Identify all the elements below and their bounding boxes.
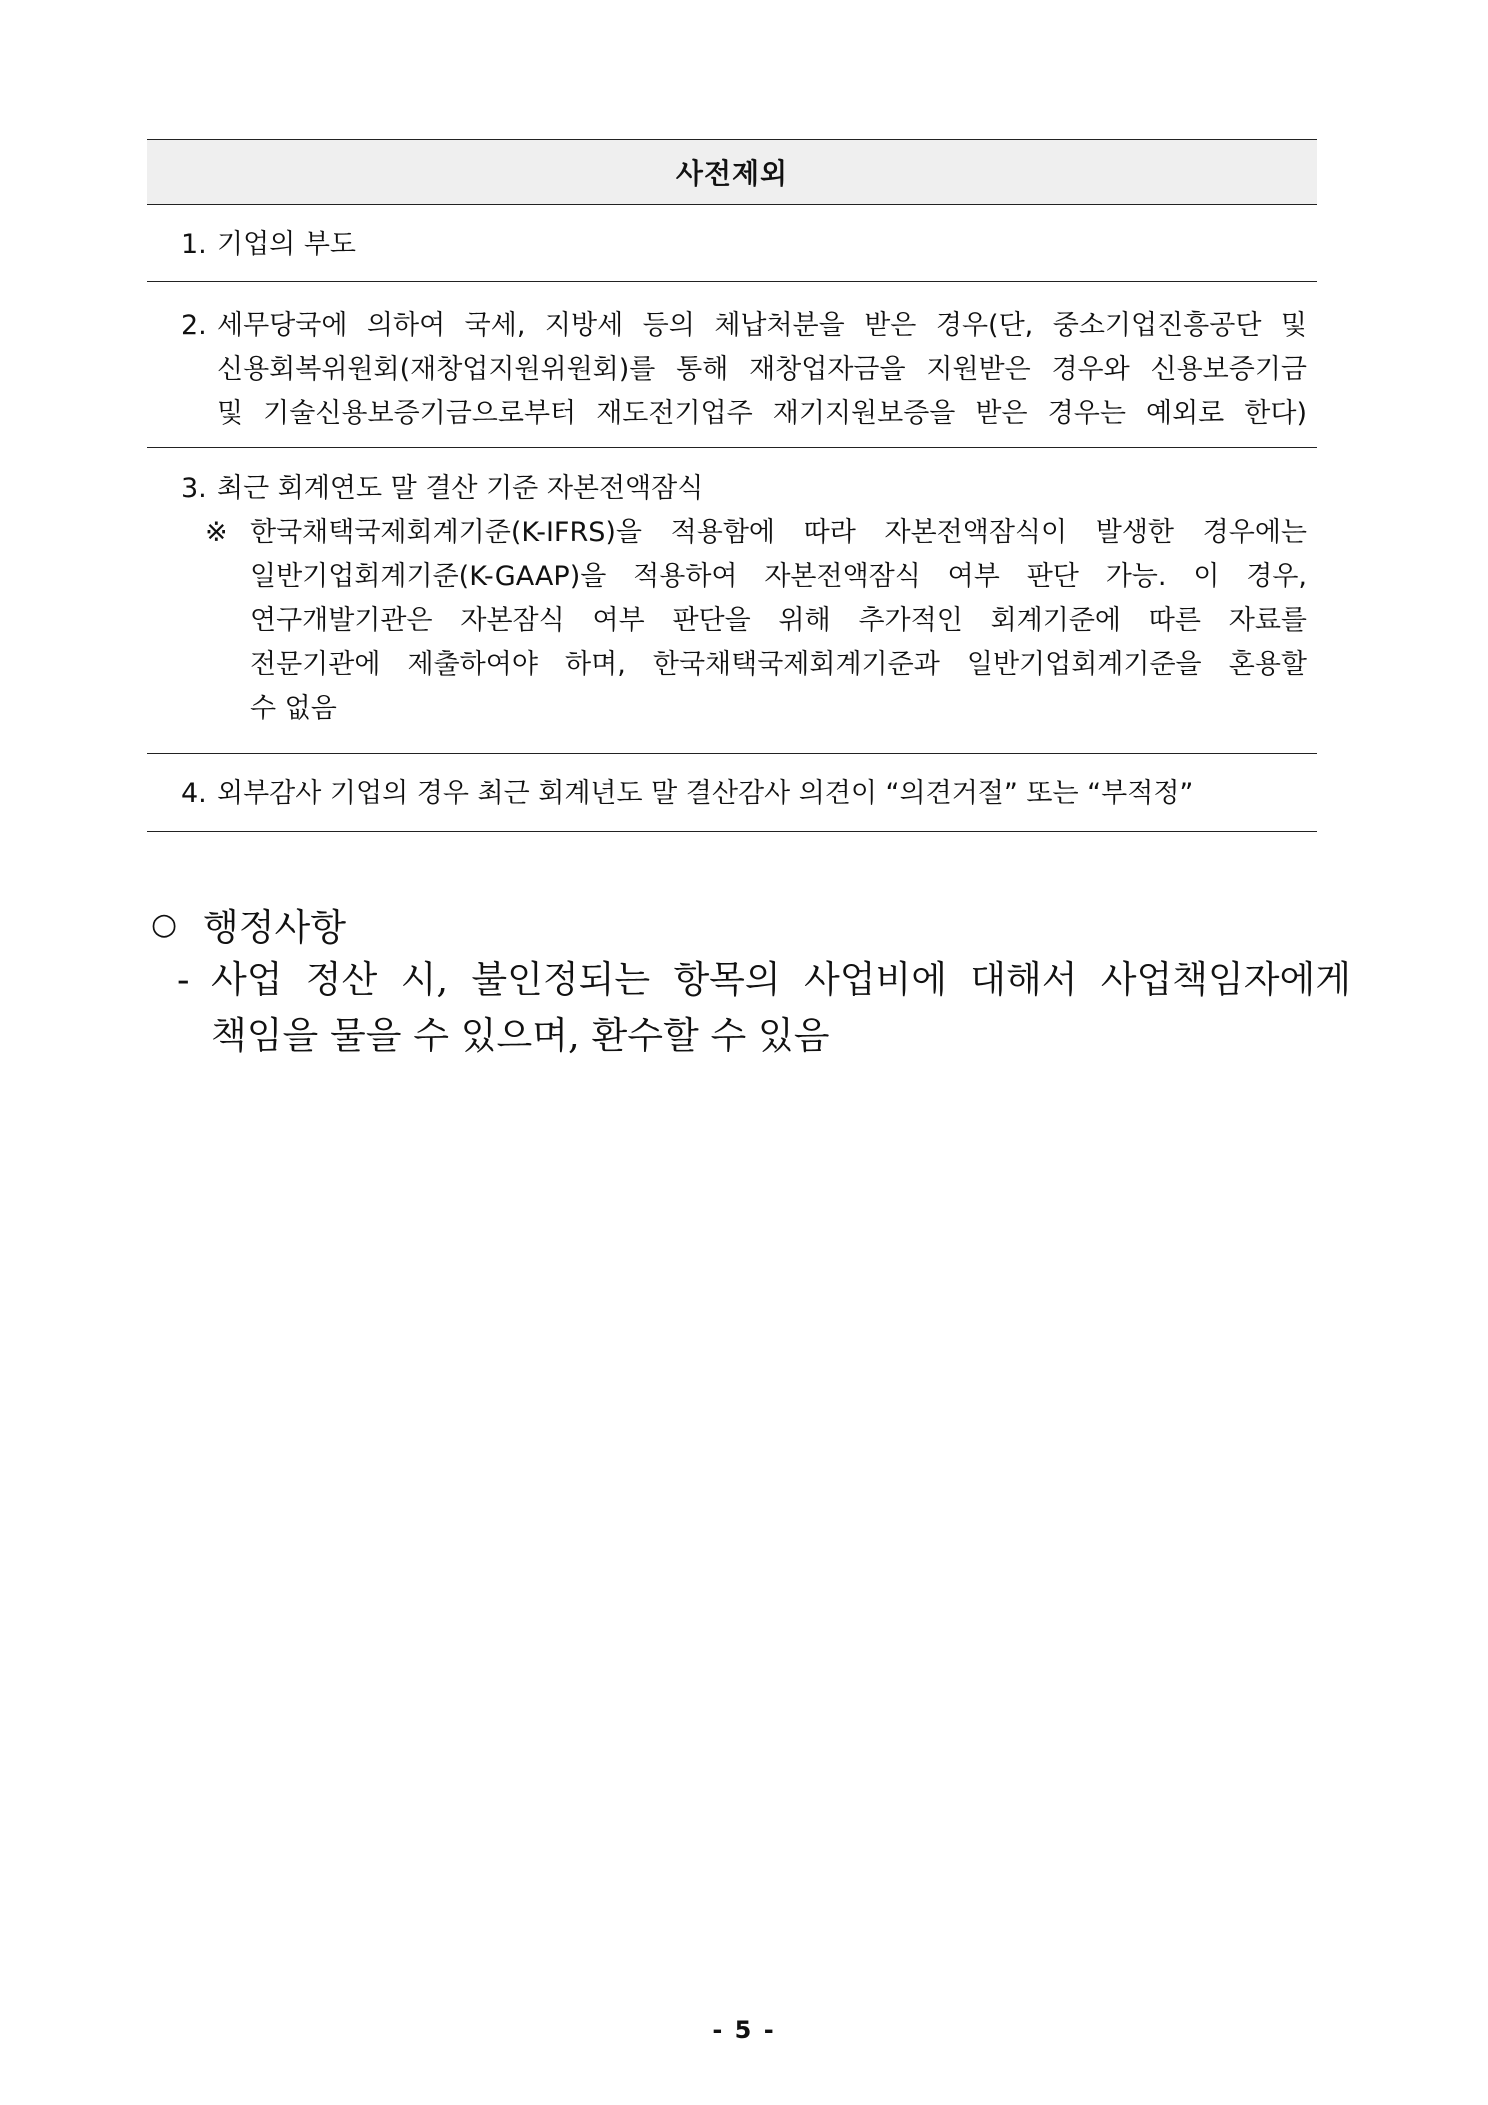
note-text: 일반기업회계기준(K-GAAP)을 적용하여 자본전액잠식 여부 판단 가능. 이 경우, — [250, 561, 1307, 592]
note-text: 연구개발기관은 자본잠식 여부 판단을 위해 추가적인 회계기준에 따른 자료를 — [250, 605, 1307, 636]
item-text: 및 기술신용보증기금으로부터 재도전기업주 재기지원보증을 받은 경우는 예외로 한다) — [217, 398, 1307, 429]
table-row — [147, 282, 1317, 448]
item-number: 3. — [181, 473, 207, 504]
list-item — [181, 467, 1307, 511]
list-item — [181, 304, 1307, 436]
admin-section — [151, 896, 1361, 1064]
note-text: 수 없음 — [250, 693, 337, 724]
item-text: 최근 회계연도 말 결산 기준 자본전액잠식 — [217, 473, 704, 504]
table-row — [147, 448, 1317, 754]
admin-text: 사업 정산 시, 불인정되는 항목의 사업비에 대해서 사업책임자에게 — [211, 958, 1351, 1001]
reference-note — [181, 511, 1307, 731]
reference-mark: ※ — [205, 517, 228, 548]
item-number: 2. — [181, 310, 207, 341]
table-row — [147, 754, 1317, 832]
item-text: 외부감사 기업의 경우 최근 회계년도 말 결산감사 의견이 “의견거절” 또는 “부적정” — [217, 778, 1194, 809]
admin-text: 책임을 물을 수 있으며, 환수할 수 있음 — [211, 1014, 830, 1057]
list-item — [181, 223, 1317, 267]
item-text: 기업의 부도 — [217, 229, 356, 260]
note-text: 전문기관에 제출하여야 하며, 한국채택국제회계기준과 일반기업회계기준을 혼용할 — [250, 649, 1307, 680]
item-number: 4. — [181, 778, 207, 809]
section-title: 행정사항 — [203, 906, 346, 949]
table-row — [147, 205, 1317, 282]
table-header: 사전제외 — [147, 140, 1317, 205]
dash-bullet: - — [177, 958, 190, 1001]
item-number: 1. — [181, 229, 207, 260]
page-number: - 5 - — [712, 2016, 776, 2044]
item-text: 세무당국에 의하여 국세, 지방세 등의 체납처분을 받은 경우(단, 중소기업진흥공단 및 — [217, 310, 1307, 341]
list-item — [181, 772, 1307, 816]
circle-bullet-icon: ○ — [151, 906, 178, 942]
item-text: 신용회복위원회(재창업지원위원회)를 통해 재창업자금을 지원받은 경우와 신용보증기금 — [217, 354, 1307, 385]
note-text: 한국채택국제회계기준(K-IFRS)을 적용함에 따라 자본전액잠식이 발생한 경우에는 — [250, 517, 1307, 548]
exclusion-table — [147, 139, 1317, 832]
